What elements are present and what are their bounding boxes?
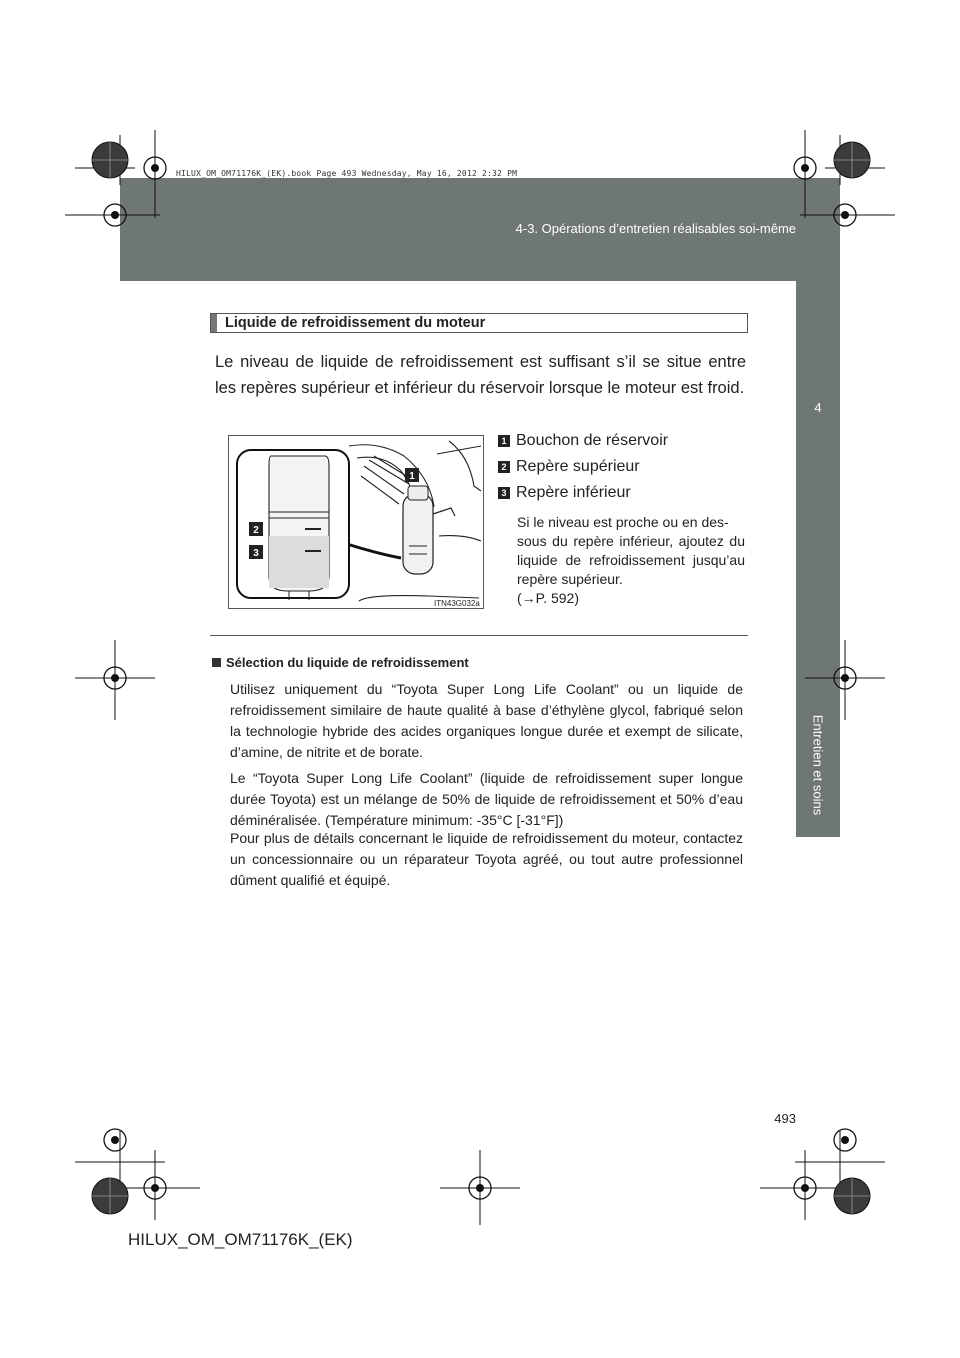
svg-text:1: 1 <box>409 471 415 482</box>
legend-label: Repère inférieur <box>516 484 631 501</box>
chapter-label: Entretien et soins <box>810 714 826 816</box>
section-breadcrumb: 4-3. Opérations d’entretien réalisables soi-même <box>515 221 796 236</box>
paragraph: Utilisez uniquement du “Toyota Super Long Life Coolant” ou un liquide de refroidissement similaire de haute qualité à base d’éthylène glycol, fabriqué selon la technologie hybride des acides organiques longue durée et exempt de silicate, d’amine, de nitrite et de borate. <box>230 681 743 760</box>
level-note <box>517 513 745 608</box>
intro-paragraph: Le niveau de liquide de refroidissement est suffisant s’il se situe entre les repères supérieur et inférieur du réservoir lorsque le moteur est froid. <box>215 353 746 397</box>
svg-text:2: 2 <box>253 525 259 536</box>
subsection-title: Sélection du liquide de refroidissement <box>226 655 469 670</box>
print-stamp: HILUX_OM_OM71176K_(EK).book Page 493 Wednesday, May 16, 2012 2:32 PM <box>176 169 518 178</box>
reservoir-drawing <box>229 436 483 608</box>
paragraph: Le “Toyota Super Long Life Coolant” (liquide de refroidissement super longue durée Toyota) est un mélange de 50% de liquide de refroidissement et 50% d’eau déminéralisée. (Température minimum: -35°C [-31°F]) <box>230 770 743 828</box>
document-code: HILUX_OM_OM71176K_(EK) <box>128 1230 353 1249</box>
section-title: Liquide de refroidissement du moteur <box>225 315 486 331</box>
figure-callout-1 <box>405 468 419 482</box>
coolant-reservoir-illustration <box>228 435 484 609</box>
figure-code: ITN43G032a <box>434 599 480 608</box>
legend-number: 2 <box>498 461 510 473</box>
page-reference: (→P. 592) <box>517 590 579 606</box>
legend-number: 3 <box>498 487 510 499</box>
legend-number: 1 <box>498 435 510 447</box>
chapter-number: 4 <box>814 400 822 415</box>
legend-label: Repère supérieur <box>516 458 640 475</box>
section-heading <box>210 313 748 333</box>
square-bullet-icon <box>212 658 221 667</box>
subsection-heading <box>212 655 469 670</box>
paragraph: Pour plus de détails concernant le liquide de refroidissement du moteur, contactez un concessionnaire ou un réparateur Toyota agréé, ou tout autre professionnel dûment qualifié et équipé. <box>230 830 743 888</box>
legend-label: Bouchon de réservoir <box>516 432 669 449</box>
figure-callout-3 <box>249 545 263 559</box>
note-text: sous du repère inférieur, ajoutez du liquide de refroidissement jusqu’au repère supérieur. <box>517 533 745 587</box>
figure-callout-2 <box>249 522 263 536</box>
heading-accent-bar <box>211 314 217 332</box>
page-number: 493 <box>774 1111 796 1126</box>
note-line1: Si le niveau est proche ou en des- <box>517 514 729 530</box>
divider <box>210 635 748 636</box>
svg-text:3: 3 <box>253 548 259 559</box>
